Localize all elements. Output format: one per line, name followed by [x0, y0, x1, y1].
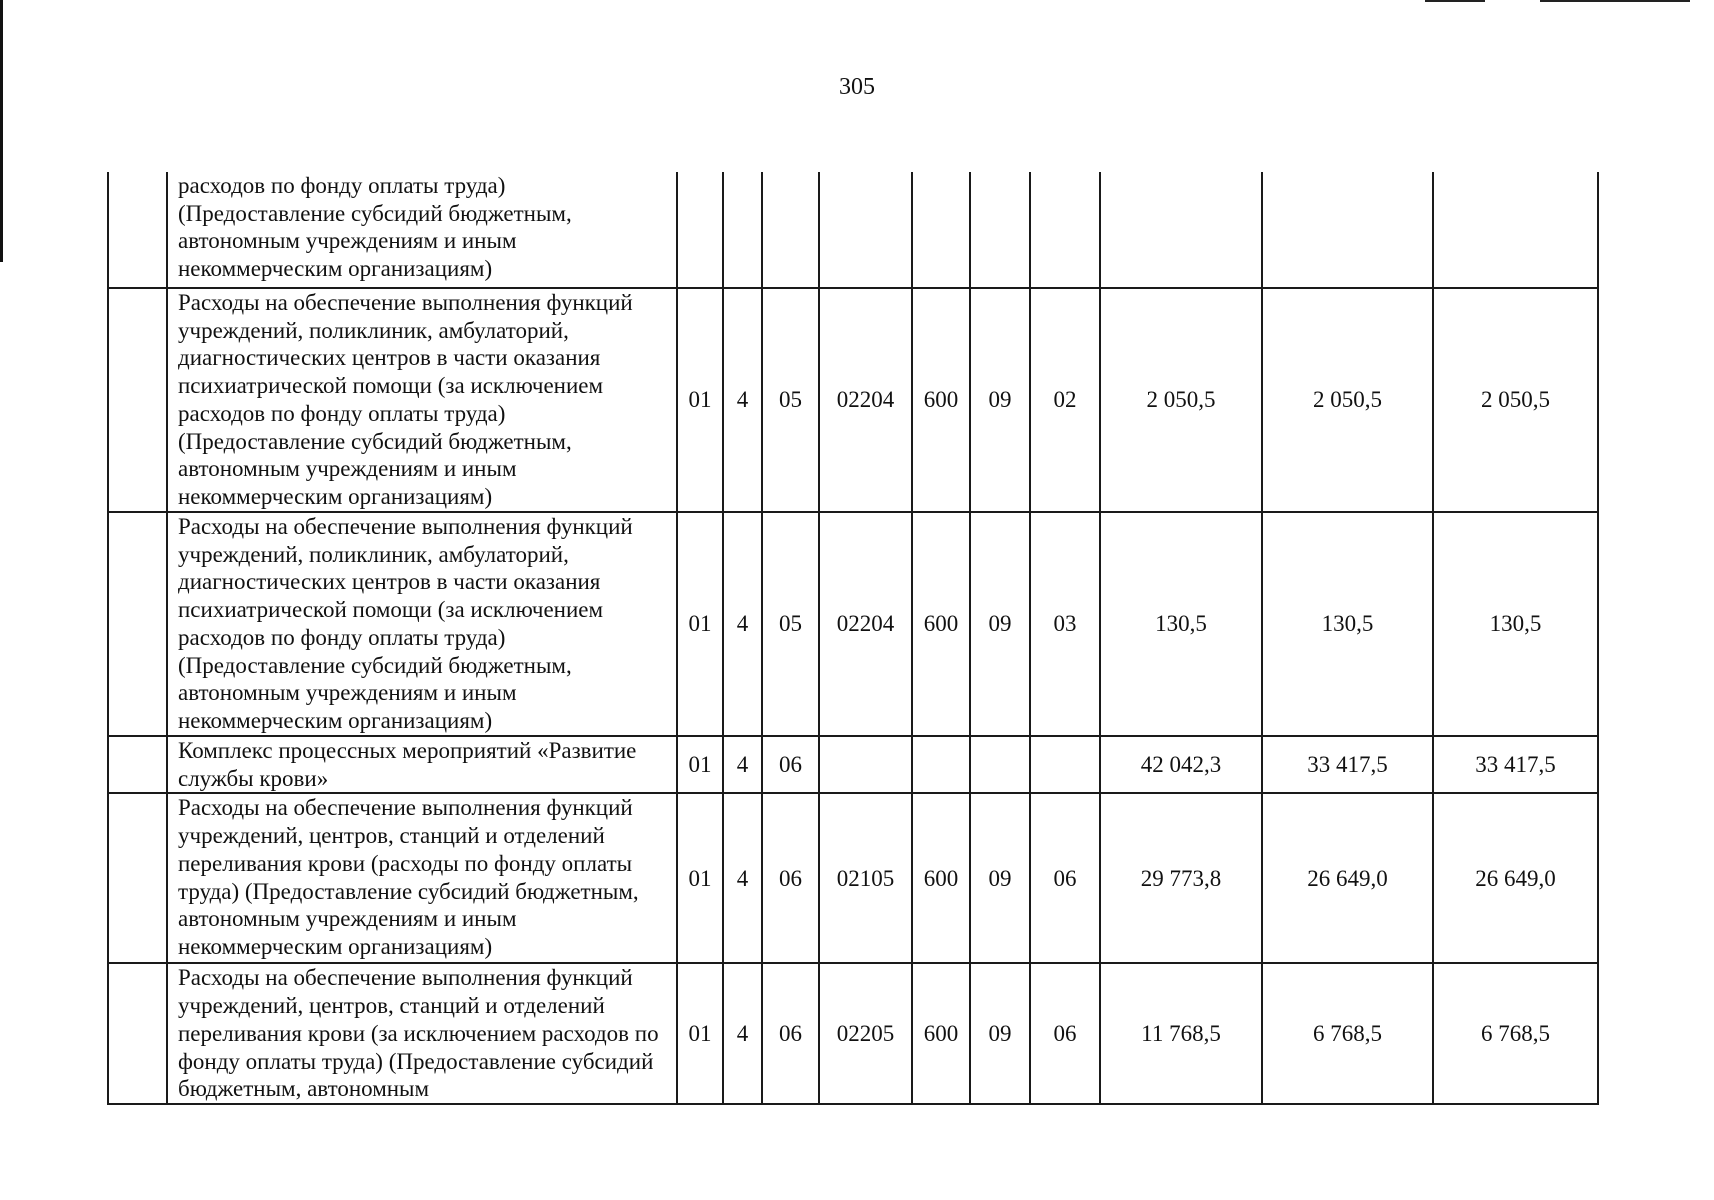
amount-cell: 42 042,3	[1100, 736, 1262, 793]
code-cell	[819, 736, 912, 793]
amount-cell: 2 050,5	[1433, 288, 1598, 512]
code-cell: 06	[1030, 963, 1100, 1104]
code-cell: 4	[723, 288, 762, 512]
code-cell: 4	[723, 512, 762, 736]
row-number-cell	[108, 512, 167, 736]
code-cell: 02205	[819, 963, 912, 1104]
amount-cell: 33 417,5	[1433, 736, 1598, 793]
row-description: Расходы на обеспечение выполнения функций учреждений, поликлиник, амбулаторий, диагностических центров в части оказания психиатрической помощи (за исключением расходов по фонду оплаты труда) (Предоставление субсидий бюджетным, автономным учреждениям и иным некоммерческим организациям)	[167, 288, 677, 512]
code-cell: 01	[677, 793, 723, 963]
amount-cell: 26 649,0	[1433, 793, 1598, 963]
row-description: Расходы на обеспечение выполнения функций учреждений, центров, станций и отделений переливания крови (за исключением расходов по фонду оплаты труда) (Предоставление субсидий бюджетным, автономным	[167, 963, 677, 1104]
code-cell: 05	[762, 288, 819, 512]
code-cell: 4	[723, 963, 762, 1104]
code-cell	[1030, 736, 1100, 793]
budget-table	[107, 172, 1599, 1105]
amount-cell: 2 050,5	[1100, 288, 1262, 512]
code-cell: 06	[762, 963, 819, 1104]
code-cell	[970, 172, 1030, 288]
amount-cell: 130,5	[1433, 512, 1598, 736]
row-number-cell	[108, 963, 167, 1104]
table-row	[108, 963, 1598, 1104]
code-cell: 06	[1030, 793, 1100, 963]
code-cell: 02105	[819, 793, 912, 963]
code-cell: 02	[1030, 288, 1100, 512]
amount-cell: 2 050,5	[1262, 288, 1433, 512]
code-cell: 06	[762, 793, 819, 963]
code-cell	[912, 172, 970, 288]
scan-left-edge	[0, 0, 3, 262]
code-cell: 600	[912, 793, 970, 963]
amount-cell	[1262, 172, 1433, 288]
amount-cell: 26 649,0	[1262, 793, 1433, 963]
table-row	[108, 793, 1598, 963]
code-cell: 4	[723, 736, 762, 793]
code-cell: 4	[723, 793, 762, 963]
row-description: Комплекс процессных мероприятий «Развитие службы крови»	[167, 736, 677, 793]
code-cell: 01	[677, 963, 723, 1104]
code-cell	[912, 736, 970, 793]
code-cell	[819, 172, 912, 288]
row-description: расходов по фонду оплаты труда) (Предоставление субсидий бюджетным, автономным учреждениям и иным некоммерческим организациям)	[167, 172, 677, 288]
code-cell	[970, 736, 1030, 793]
table-row	[108, 512, 1598, 736]
code-cell: 600	[912, 512, 970, 736]
amount-cell: 29 773,8	[1100, 793, 1262, 963]
amount-cell: 33 417,5	[1262, 736, 1433, 793]
code-cell: 01	[677, 288, 723, 512]
code-cell: 09	[970, 963, 1030, 1104]
scan-top-mark	[1540, 0, 1690, 2]
amount-cell	[1100, 172, 1262, 288]
table-row	[108, 288, 1598, 512]
code-cell: 01	[677, 736, 723, 793]
row-number-cell	[108, 288, 167, 512]
code-cell: 09	[970, 793, 1030, 963]
amount-cell: 130,5	[1100, 512, 1262, 736]
code-cell: 01	[677, 512, 723, 736]
row-description: Расходы на обеспечение выполнения функций учреждений, центров, станций и отделений переливания крови (расходы по фонду оплаты труда) (Предоставление субсидий бюджетным, автономным учреждениям и иным некоммерческим организациям)	[167, 793, 677, 963]
page-number: 305	[839, 74, 875, 100]
code-cell: 09	[970, 512, 1030, 736]
row-number-cell	[108, 172, 167, 288]
code-cell: 09	[970, 288, 1030, 512]
table-row	[108, 172, 1598, 288]
row-number-cell	[108, 793, 167, 963]
amount-cell: 130,5	[1262, 512, 1433, 736]
row-number-cell	[108, 736, 167, 793]
code-cell: 02204	[819, 288, 912, 512]
code-cell: 600	[912, 963, 970, 1104]
code-cell: 03	[1030, 512, 1100, 736]
scan-top-mark	[1425, 0, 1485, 2]
code-cell: 02204	[819, 512, 912, 736]
amount-cell: 11 768,5	[1100, 963, 1262, 1104]
table-row	[108, 736, 1598, 793]
code-cell	[723, 172, 762, 288]
code-cell: 600	[912, 288, 970, 512]
amount-cell: 6 768,5	[1433, 963, 1598, 1104]
code-cell	[762, 172, 819, 288]
amount-cell	[1433, 172, 1598, 288]
code-cell: 06	[762, 736, 819, 793]
code-cell: 05	[762, 512, 819, 736]
amount-cell: 6 768,5	[1262, 963, 1433, 1104]
row-description: Расходы на обеспечение выполнения функций учреждений, поликлиник, амбулаторий, диагностических центров в части оказания психиатрической помощи (за исключением расходов по фонду оплаты труда) (Предоставление субсидий бюджетным, автономным учреждениям и иным некоммерческим организациям)	[167, 512, 677, 736]
code-cell	[1030, 172, 1100, 288]
code-cell	[677, 172, 723, 288]
